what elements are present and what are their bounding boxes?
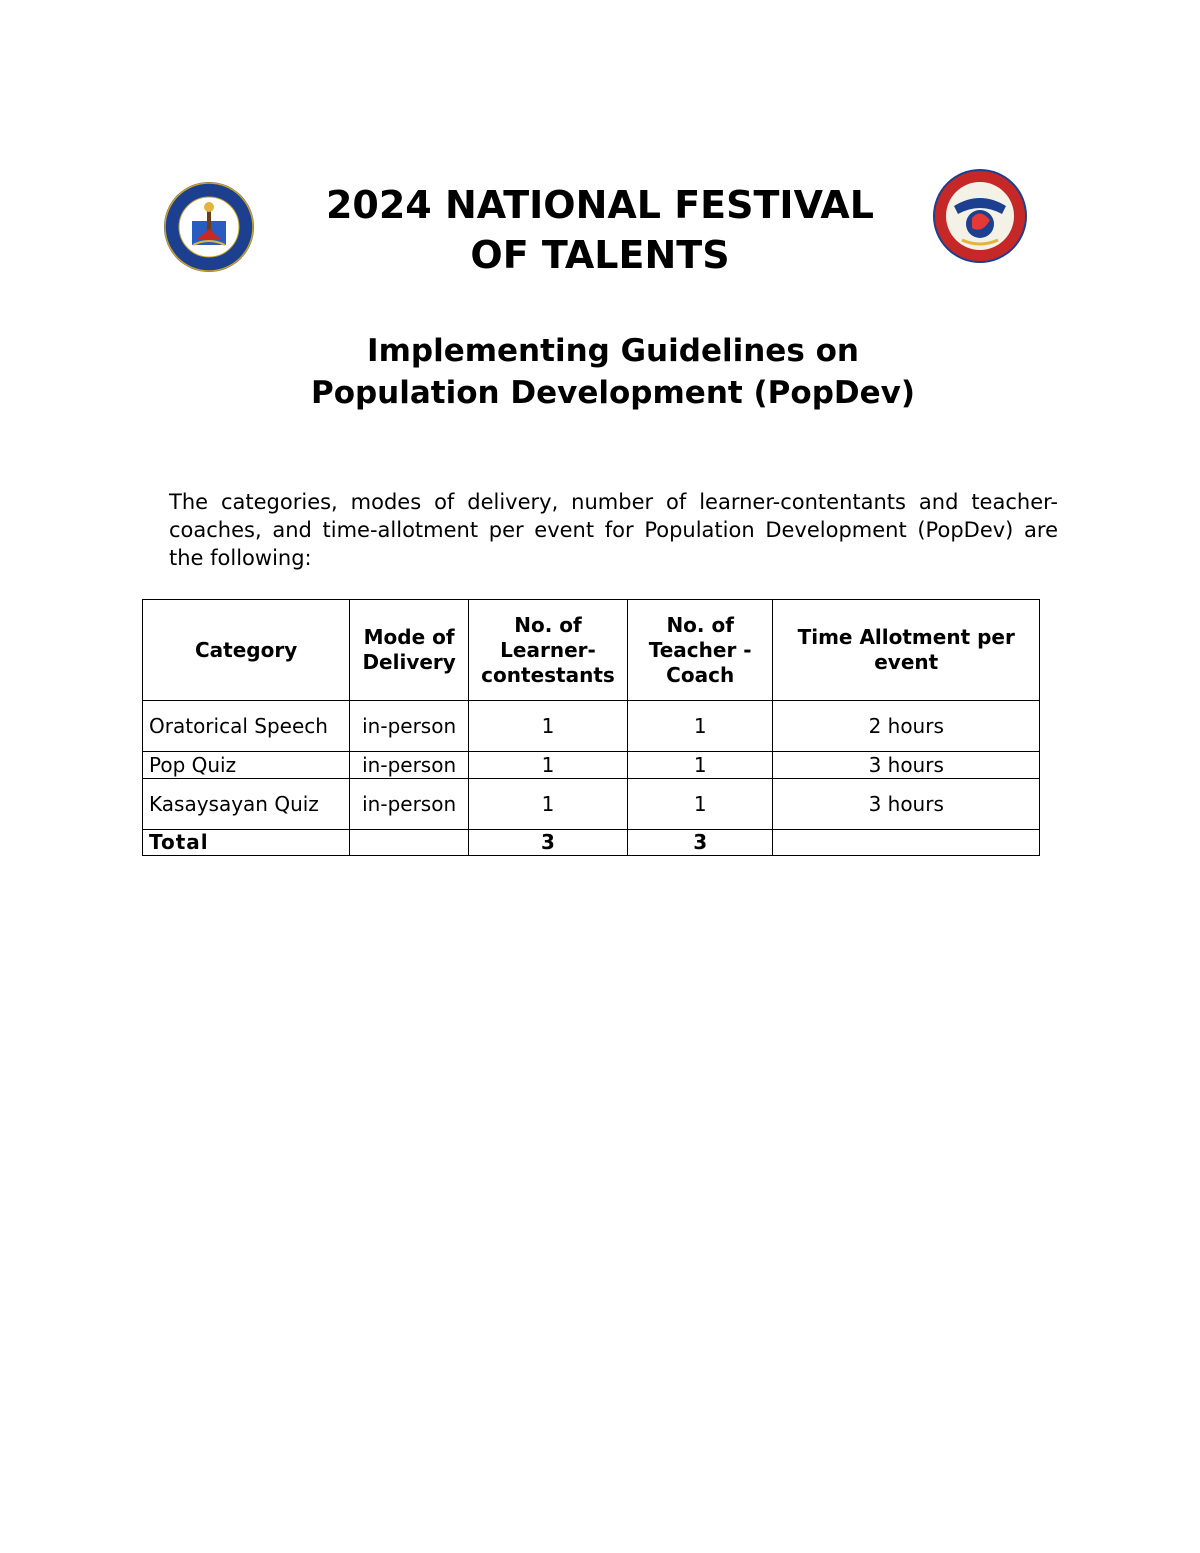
main-title-line1: 2024 NATIONAL FESTIVAL [325,183,875,227]
main-title [220,180,980,280]
cell-category: Pop Quiz [143,752,350,779]
total-time [773,830,1040,856]
intro-paragraph: The categories, modes of delivery, number of learner-contentants and teacher-coaches, and time-allotment per event for Population Development (PopDev) are the following: [169,490,1058,570]
header-time: Time Allotment per event [773,600,1040,701]
cell-teachers: 1 [627,752,773,779]
header-teachers: No. of Teacher -Coach [627,600,773,701]
cell-mode: in-person [350,779,469,830]
total-learners: 3 [469,830,628,856]
cell-learners: 1 [469,779,628,830]
cell-mode: in-person [350,752,469,779]
table-total-row [143,830,1040,856]
cell-category: Kasaysayan Quiz [143,779,350,830]
cell-mode: in-person [350,701,469,752]
cell-time: 3 hours [773,779,1040,830]
cell-teachers: 1 [627,779,773,830]
table-header-row [143,600,1040,701]
table-row [143,752,1040,779]
sub-title-line2: Population Development (PopDev) [310,375,916,411]
table-row [143,701,1040,752]
cell-time: 3 hours [773,752,1040,779]
cell-teachers: 1 [627,701,773,752]
events-table [142,599,1040,856]
total-mode [350,830,469,856]
table-row [143,779,1040,830]
header-learners: No. of Learner-contestants [469,600,628,701]
cell-category: Oratorical Speech [143,701,350,752]
cell-time: 2 hours [773,701,1040,752]
sub-title-line1: Implementing Guidelines on [367,333,859,369]
main-title-line2: OF TALENTS [470,233,730,277]
header-category: Category [143,600,350,701]
total-teachers: 3 [627,830,773,856]
sub-title [200,330,1026,414]
header-mode: Mode of Delivery [350,600,469,701]
cell-learners: 1 [469,752,628,779]
cell-learners: 1 [469,701,628,752]
total-label: Total [143,830,350,856]
